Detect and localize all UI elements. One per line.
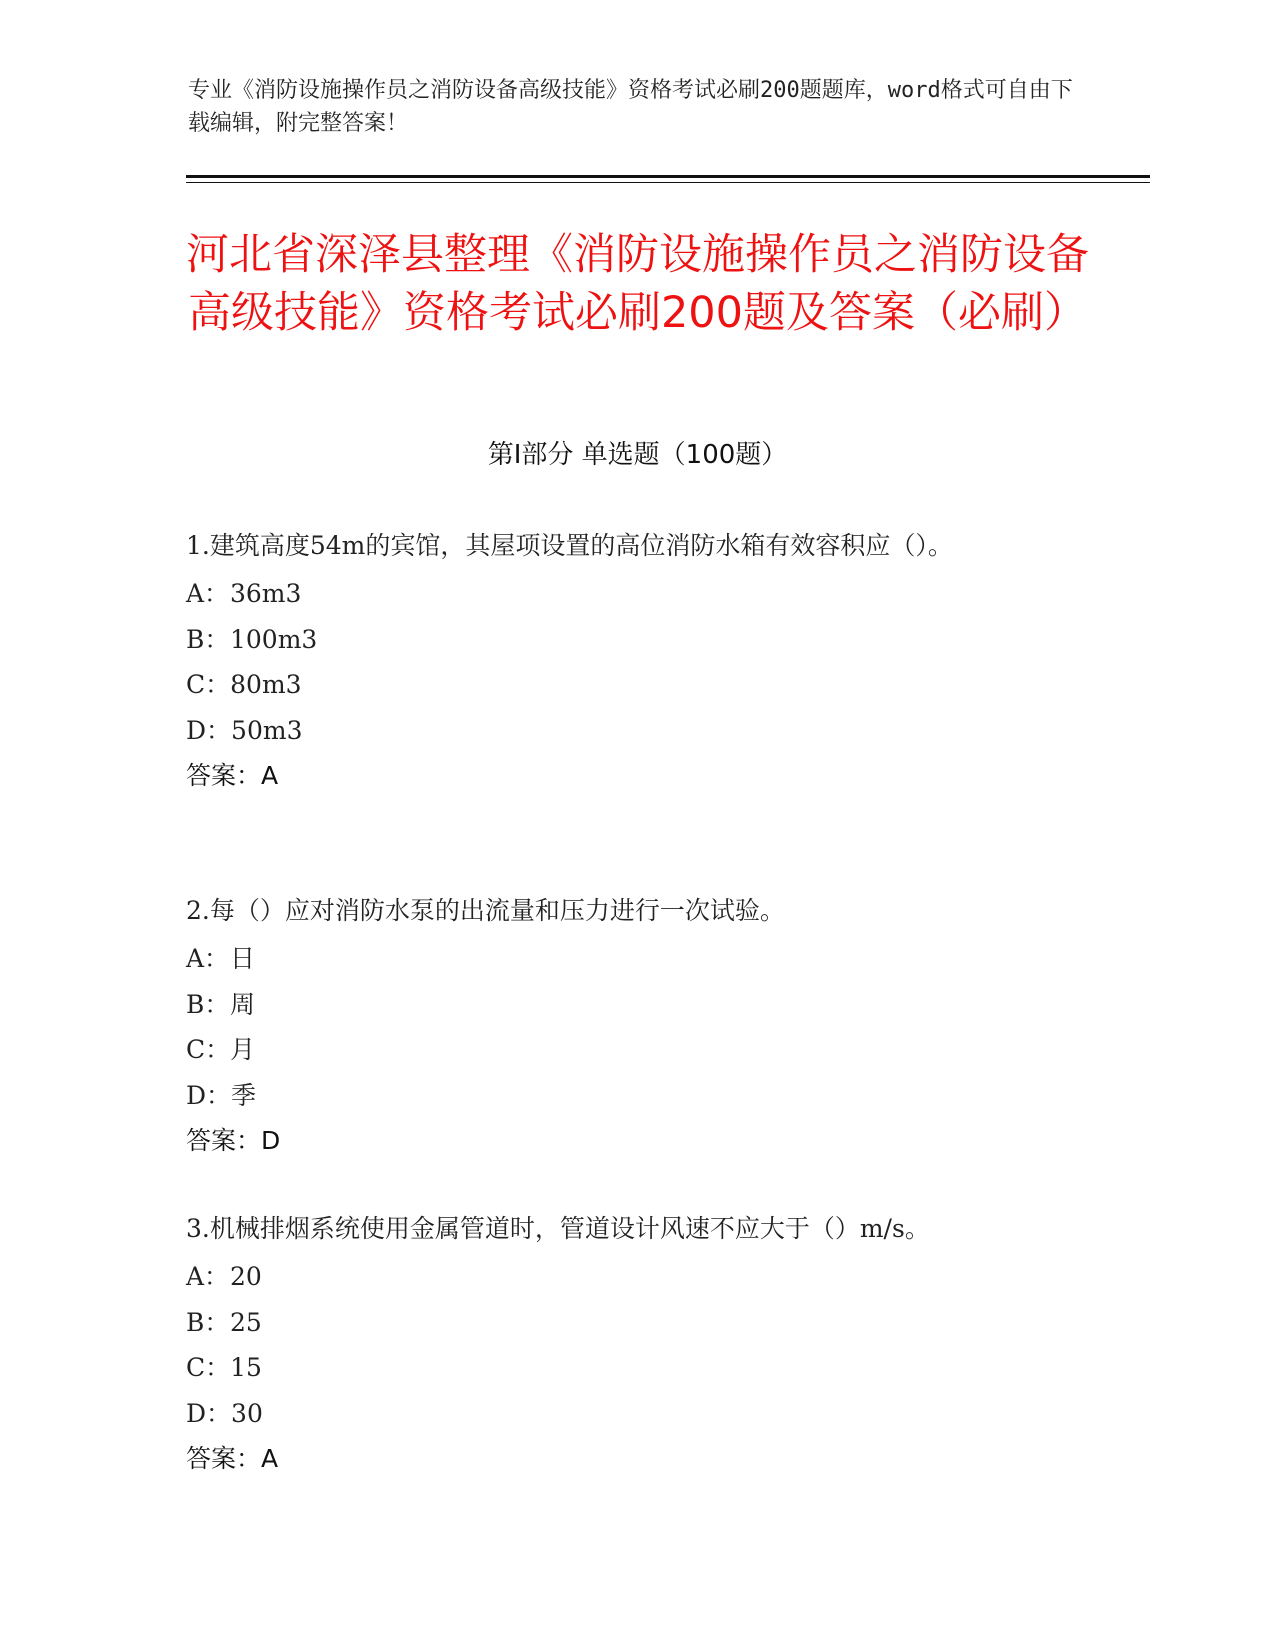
option-key: C： bbox=[186, 1353, 231, 1382]
option-text: 季 bbox=[231, 1080, 257, 1110]
option-key: C： bbox=[186, 1035, 231, 1064]
answer: 答案：A bbox=[186, 761, 279, 790]
header-rule-thin bbox=[186, 182, 1150, 183]
option-b bbox=[186, 982, 1066, 1028]
section-title: 第Ⅰ部分 单选题（100题） bbox=[487, 440, 788, 470]
option-text: 20 bbox=[230, 1262, 262, 1291]
option-key: B： bbox=[186, 989, 230, 1019]
document-title: 河北省深泽县整理《消防设施操作员之消防设备高级技能》资格考试必刷200题及答案（必刷） bbox=[186, 230, 1089, 338]
option-text: 50m3 bbox=[231, 715, 303, 745]
question-3 bbox=[186, 1204, 1066, 1481]
option-c bbox=[186, 662, 1066, 708]
option-key: A： bbox=[186, 1262, 230, 1291]
option-key: A： bbox=[186, 944, 230, 973]
answer: 答案：D bbox=[186, 1126, 281, 1155]
option-b bbox=[186, 1300, 1066, 1346]
option-text: 15 bbox=[230, 1353, 262, 1382]
option-d bbox=[186, 1391, 1066, 1437]
question-stem: 2.每（）应对消防水泵的出流量和压力进行一次试验。 bbox=[186, 896, 785, 925]
header-note: 专业《消防设施操作员之消防设备高级技能》资格考试必刷200题题库，word格式可自由下载编辑，附完整答案！ bbox=[188, 78, 1073, 136]
option-key: B： bbox=[186, 624, 230, 654]
option-key: D： bbox=[186, 1080, 232, 1110]
option-c bbox=[186, 1345, 1066, 1391]
option-key: B： bbox=[186, 1307, 230, 1337]
option-text: 30 bbox=[231, 1398, 263, 1428]
option-c bbox=[186, 1027, 1066, 1073]
option-text: 周 bbox=[230, 989, 256, 1019]
option-text: 25 bbox=[230, 1307, 262, 1337]
option-text: 36m3 bbox=[230, 579, 302, 608]
option-text: 日 bbox=[230, 944, 256, 973]
option-d bbox=[186, 1073, 1066, 1119]
option-text: 80m3 bbox=[230, 670, 302, 699]
question-stem: 1.建筑高度54m的宾馆，其屋项设置的高位消防水箱有效容积应（）。 bbox=[186, 531, 953, 560]
option-b bbox=[186, 617, 1066, 663]
option-a bbox=[186, 936, 1066, 982]
question-stem: 3.机械排烟系统使用金属管道时，管道设计风速不应大于（）m/s。 bbox=[186, 1214, 930, 1243]
option-key: A： bbox=[186, 579, 230, 608]
answer: 答案：A bbox=[186, 1444, 279, 1473]
option-text: 100m3 bbox=[230, 624, 318, 654]
header-rule-thick bbox=[186, 175, 1150, 178]
option-key: D： bbox=[186, 715, 232, 745]
option-key: D： bbox=[186, 1398, 232, 1428]
option-text: 月 bbox=[230, 1035, 256, 1064]
option-a bbox=[186, 571, 1066, 617]
option-d bbox=[186, 708, 1066, 754]
question-1 bbox=[186, 521, 1066, 798]
option-a bbox=[186, 1254, 1066, 1300]
option-key: C： bbox=[186, 670, 231, 699]
question-2 bbox=[186, 886, 1066, 1163]
